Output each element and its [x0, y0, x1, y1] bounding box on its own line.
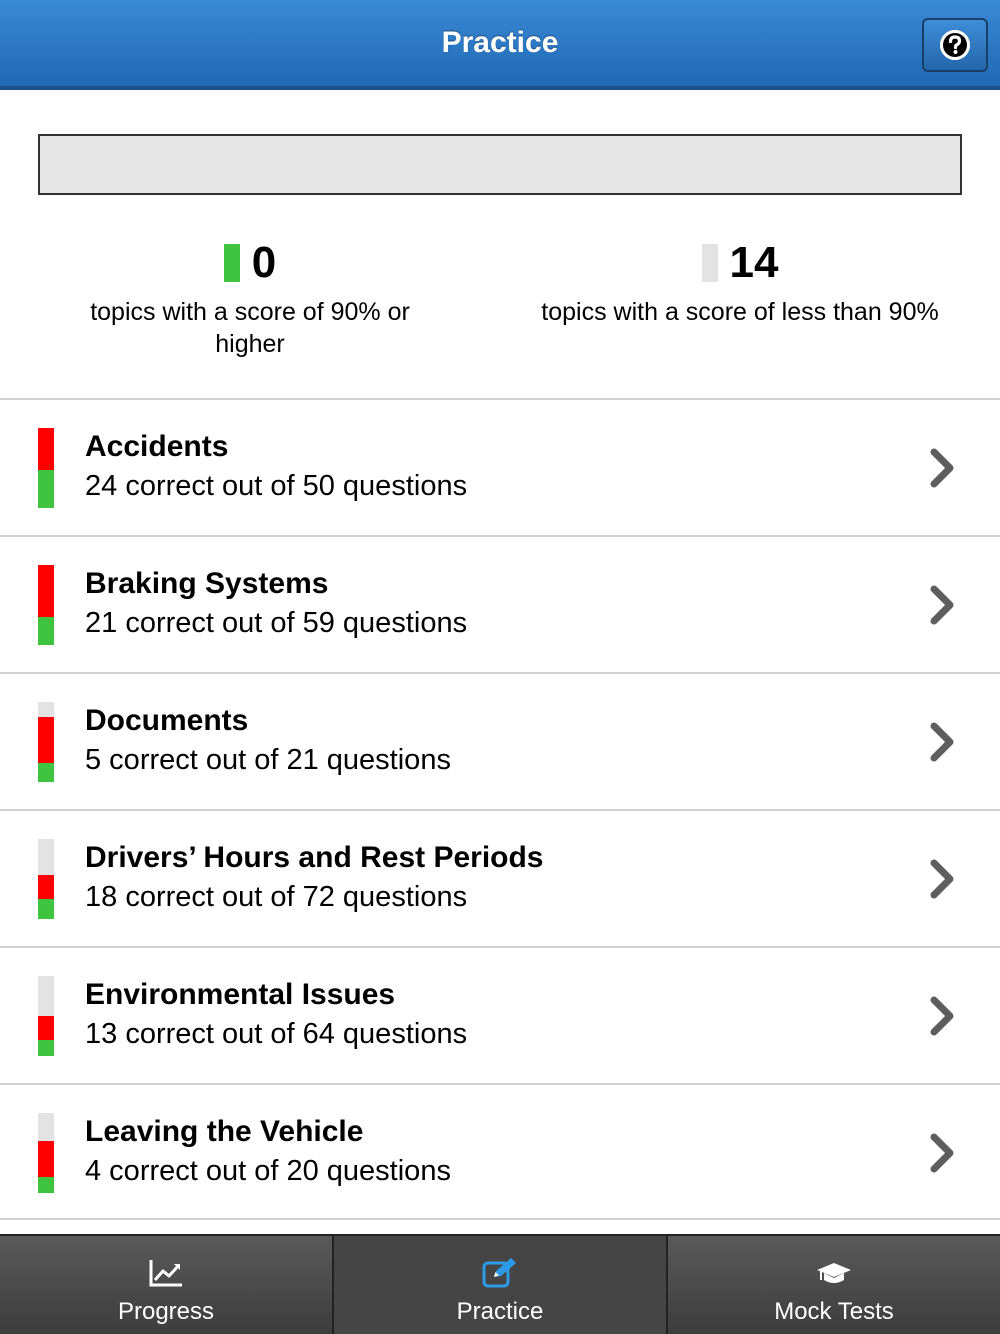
chevron-right-icon: [928, 996, 956, 1036]
edit-icon: [482, 1256, 518, 1288]
topic-row-leaving-the-vehicle[interactable]: [0, 1083, 1000, 1220]
score-segment-unanswered: [38, 839, 54, 875]
topic-score-text: 4 correct out of 20 questions: [85, 1155, 451, 1187]
topic-score-text: 21 correct out of 59 questions: [85, 607, 468, 639]
summary-low-scores: [480, 238, 1000, 328]
header-bar: [0, 0, 1000, 90]
topic-score-bar: [38, 976, 54, 1056]
score-segment-incorrect: [38, 875, 54, 899]
tab-progress[interactable]: [0, 1236, 334, 1334]
topic-row-braking-systems[interactable]: [0, 535, 1000, 672]
high-score-label: topics with a score of 90% or higher: [90, 298, 410, 358]
topic-row-drivers-hours[interactable]: [0, 809, 1000, 946]
summary-high-scores: [0, 238, 500, 360]
tab-label: Practice: [456, 1298, 544, 1325]
topic-score-bar: [38, 702, 54, 782]
score-segment-unanswered: [38, 702, 54, 717]
topic-score-text: 18 correct out of 72 questions: [85, 881, 468, 913]
score-segment-unanswered: [38, 1113, 54, 1141]
line-chart-icon: [148, 1258, 184, 1288]
score-segment-incorrect: [38, 428, 54, 470]
topic-score-bar: [38, 839, 54, 919]
score-segment-correct: [38, 470, 54, 508]
score-segment-incorrect: [38, 1141, 54, 1177]
tab-mock-tests[interactable]: [668, 1236, 1000, 1334]
topic-row-environmental-issues[interactable]: [0, 946, 1000, 1083]
score-segment-correct: [38, 899, 54, 919]
score-segment-incorrect: [38, 717, 54, 763]
topic-score-bar: [38, 565, 54, 645]
score-segment-correct: [38, 1177, 54, 1193]
topic-name: Drivers’ Hours and Rest Periods: [85, 841, 544, 874]
high-score-swatch: [224, 244, 240, 282]
score-segment-correct: [38, 617, 54, 645]
score-segment-incorrect: [38, 1016, 54, 1040]
topic-name: Leaving the Vehicle: [85, 1115, 364, 1148]
topic-score-bar: [38, 1113, 54, 1193]
tab-practice[interactable]: [334, 1236, 668, 1334]
low-score-label: topics with a score of less than 90%: [541, 298, 939, 326]
topic-score-text: 5 correct out of 21 questions: [85, 744, 451, 776]
topic-row-accidents[interactable]: [0, 398, 1000, 535]
tab-label: Mock Tests: [774, 1298, 894, 1325]
topic-score-text: 13 correct out of 64 questions: [85, 1018, 468, 1050]
chevron-right-icon: [928, 722, 956, 762]
chevron-right-icon: [928, 585, 956, 625]
topic-score-bar: [38, 428, 54, 508]
tab-bar: [0, 1234, 1000, 1334]
topic-row-documents[interactable]: [0, 672, 1000, 809]
topic-list: [0, 398, 1000, 1220]
overall-progress-bar: [38, 134, 962, 195]
question-circle-icon: [940, 30, 970, 60]
topic-name: Documents: [85, 704, 249, 737]
topic-name: Accidents: [85, 430, 229, 463]
chevron-right-icon: [928, 859, 956, 899]
topic-name: Environmental Issues: [85, 978, 396, 1011]
score-segment-unanswered: [38, 976, 54, 1016]
topic-name: Braking Systems: [85, 567, 329, 600]
topic-score-text: 24 correct out of 50 questions: [85, 470, 468, 502]
low-score-swatch: [702, 244, 718, 282]
chevron-right-icon: [928, 1133, 956, 1173]
score-segment-correct: [38, 1040, 54, 1056]
chevron-right-icon: [928, 448, 956, 488]
help-button[interactable]: [922, 18, 988, 72]
high-score-count: 0: [251, 238, 277, 287]
page-title: Practice: [441, 26, 559, 59]
tab-label: Progress: [117, 1298, 215, 1325]
low-score-count: 14: [729, 238, 779, 287]
graduation-cap-icon: [816, 1260, 852, 1288]
score-segment-correct: [38, 763, 54, 782]
score-segment-incorrect: [38, 565, 54, 617]
